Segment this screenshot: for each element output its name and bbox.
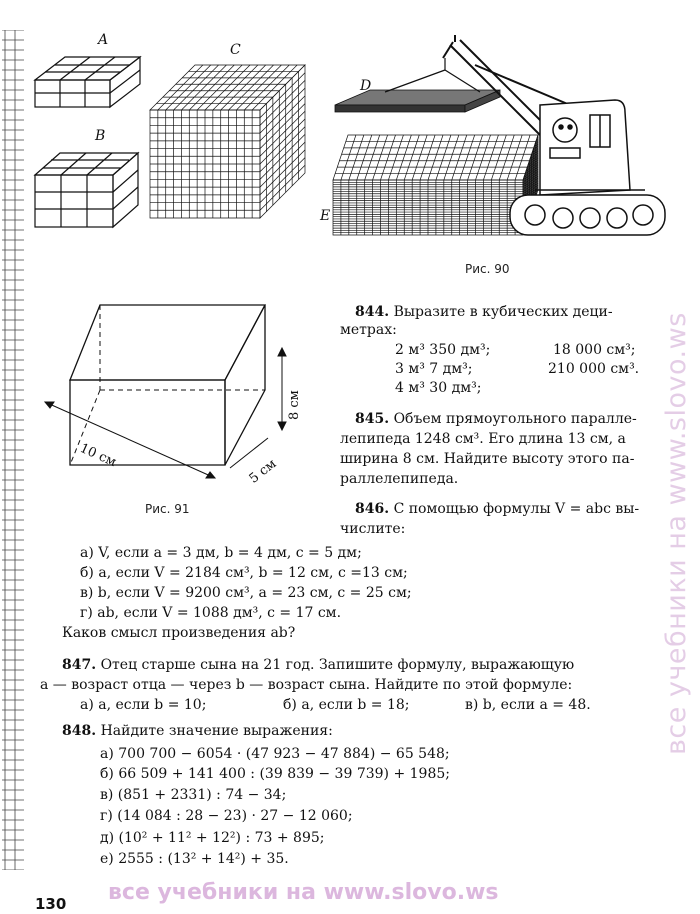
problem-848-item-2: в) (851 + 2331) : 74 − 34; — [100, 787, 287, 803]
problem-847 — [62, 656, 574, 674]
figure-d-label: D — [360, 78, 372, 94]
problem-847-opt-a: а) a, если b = 10; — [80, 697, 207, 713]
problem-848-item-4: д) (10² + 11² + 12²) : 73 + 895; — [100, 830, 325, 846]
problem-845-line2: лепипеда 1248 см³. Его длина 13 см, а — [340, 431, 626, 447]
problem-845-line3: ширина 8 см. Найдите высоту этого па- — [340, 451, 635, 467]
figure-a-label: A — [98, 32, 109, 48]
problem-846-item-1: б) a, если V = 2184 см³, b = 12 см, c =13 см; — [80, 565, 408, 581]
dim-height-label: 8 см — [287, 390, 302, 420]
problem-847-opt-b: б) a, если b = 18; — [283, 697, 410, 713]
problem-845-line4: раллелепипеда. — [340, 471, 459, 487]
problem-845-line1: Объем прямоугольного паралле- — [393, 411, 637, 427]
figure-90-caption: Рис. 90 — [465, 262, 510, 276]
figure-e-crane-scene — [325, 30, 670, 245]
problem-846-question: Каков смысл произведения ab? — [62, 625, 296, 641]
margin-grid — [0, 30, 26, 870]
problem-844 — [355, 303, 613, 321]
problem-844-line1: Выразите в кубических деци- — [393, 304, 613, 320]
figure-c-cube — [145, 55, 315, 225]
problem-847-line1: Отец старше сына на 21 год. Запишите формулу, выражающую — [100, 657, 575, 673]
problem-845-number: 845. — [355, 411, 390, 427]
problem-847-line2: a — возраст отца — через b — возраст сына. Найдите по этой формуле: — [40, 677, 573, 693]
problem-846-number: 846. — [355, 501, 390, 517]
dim-length-label: 10 см — [77, 440, 119, 471]
problem-846-item-3: г) ab, если V = 1088 дм³, c = 17 см. — [80, 605, 342, 621]
problem-848-item-3: г) (14 084 : 28 − 23) · 27 − 12 060; — [100, 808, 353, 824]
problem-846-line2: числите: — [340, 521, 406, 537]
page-number: 130 — [35, 895, 67, 913]
footer-watermark: все учебники на www.slovo.ws — [108, 880, 499, 905]
problem-844-item-4: 4 м³ 30 дм³; — [395, 380, 482, 396]
problem-844-number: 844. — [355, 304, 390, 320]
figure-b-block — [30, 145, 145, 235]
problem-848-title: Найдите значение выражения: — [100, 723, 333, 739]
problem-848-item-0: а) 700 700 − 6054 · (47 923 − 47 884) − 65 548; — [100, 746, 450, 762]
problem-848 — [62, 722, 333, 740]
vertical-watermark-text: все учебники на www.slovo.ws — [661, 312, 692, 755]
problem-846-line1: С помощью формулы V = abc вы- — [393, 501, 640, 517]
problem-845 — [355, 410, 637, 428]
problem-846-item-0: а) V, если a = 3 дм, b = 4 дм, c = 5 дм; — [80, 545, 362, 561]
figure-c-label: C — [230, 42, 241, 58]
figure-91-caption: Рис. 91 — [145, 502, 190, 516]
problem-844-item-1: 18 000 см³; — [553, 342, 636, 358]
problem-844-item-3: 210 000 см³. — [548, 361, 640, 377]
problem-848-number: 848. — [62, 723, 97, 739]
problem-846-item-2: в) b, если V = 9200 см³, a = 23 см, c = 25 см; — [80, 585, 412, 601]
problem-846 — [355, 500, 639, 518]
vertical-watermark — [655, 135, 695, 755]
problem-848-item-5: е) 2555 : (13² + 14²) + 35. — [100, 851, 289, 867]
problem-844-item-2: 3 м³ 7 дм³; — [395, 361, 473, 377]
figure-91-parallelepiped — [30, 290, 320, 490]
figure-e-label: E — [320, 208, 331, 224]
problem-844-line2: метрах: — [340, 322, 397, 338]
problem-847-number: 847. — [62, 657, 97, 673]
figure-a-block — [30, 45, 145, 115]
problem-847-opt-c: в) b, если a = 48. — [465, 697, 591, 713]
problem-848-item-1: б) 66 509 + 141 400 : (39 839 − 39 739) + 1985; — [100, 766, 450, 782]
problem-844-item-0: 2 м³ 350 дм³; — [395, 342, 491, 358]
figure-b-label: B — [95, 128, 106, 144]
dim-width-label: 5 см — [246, 456, 280, 487]
